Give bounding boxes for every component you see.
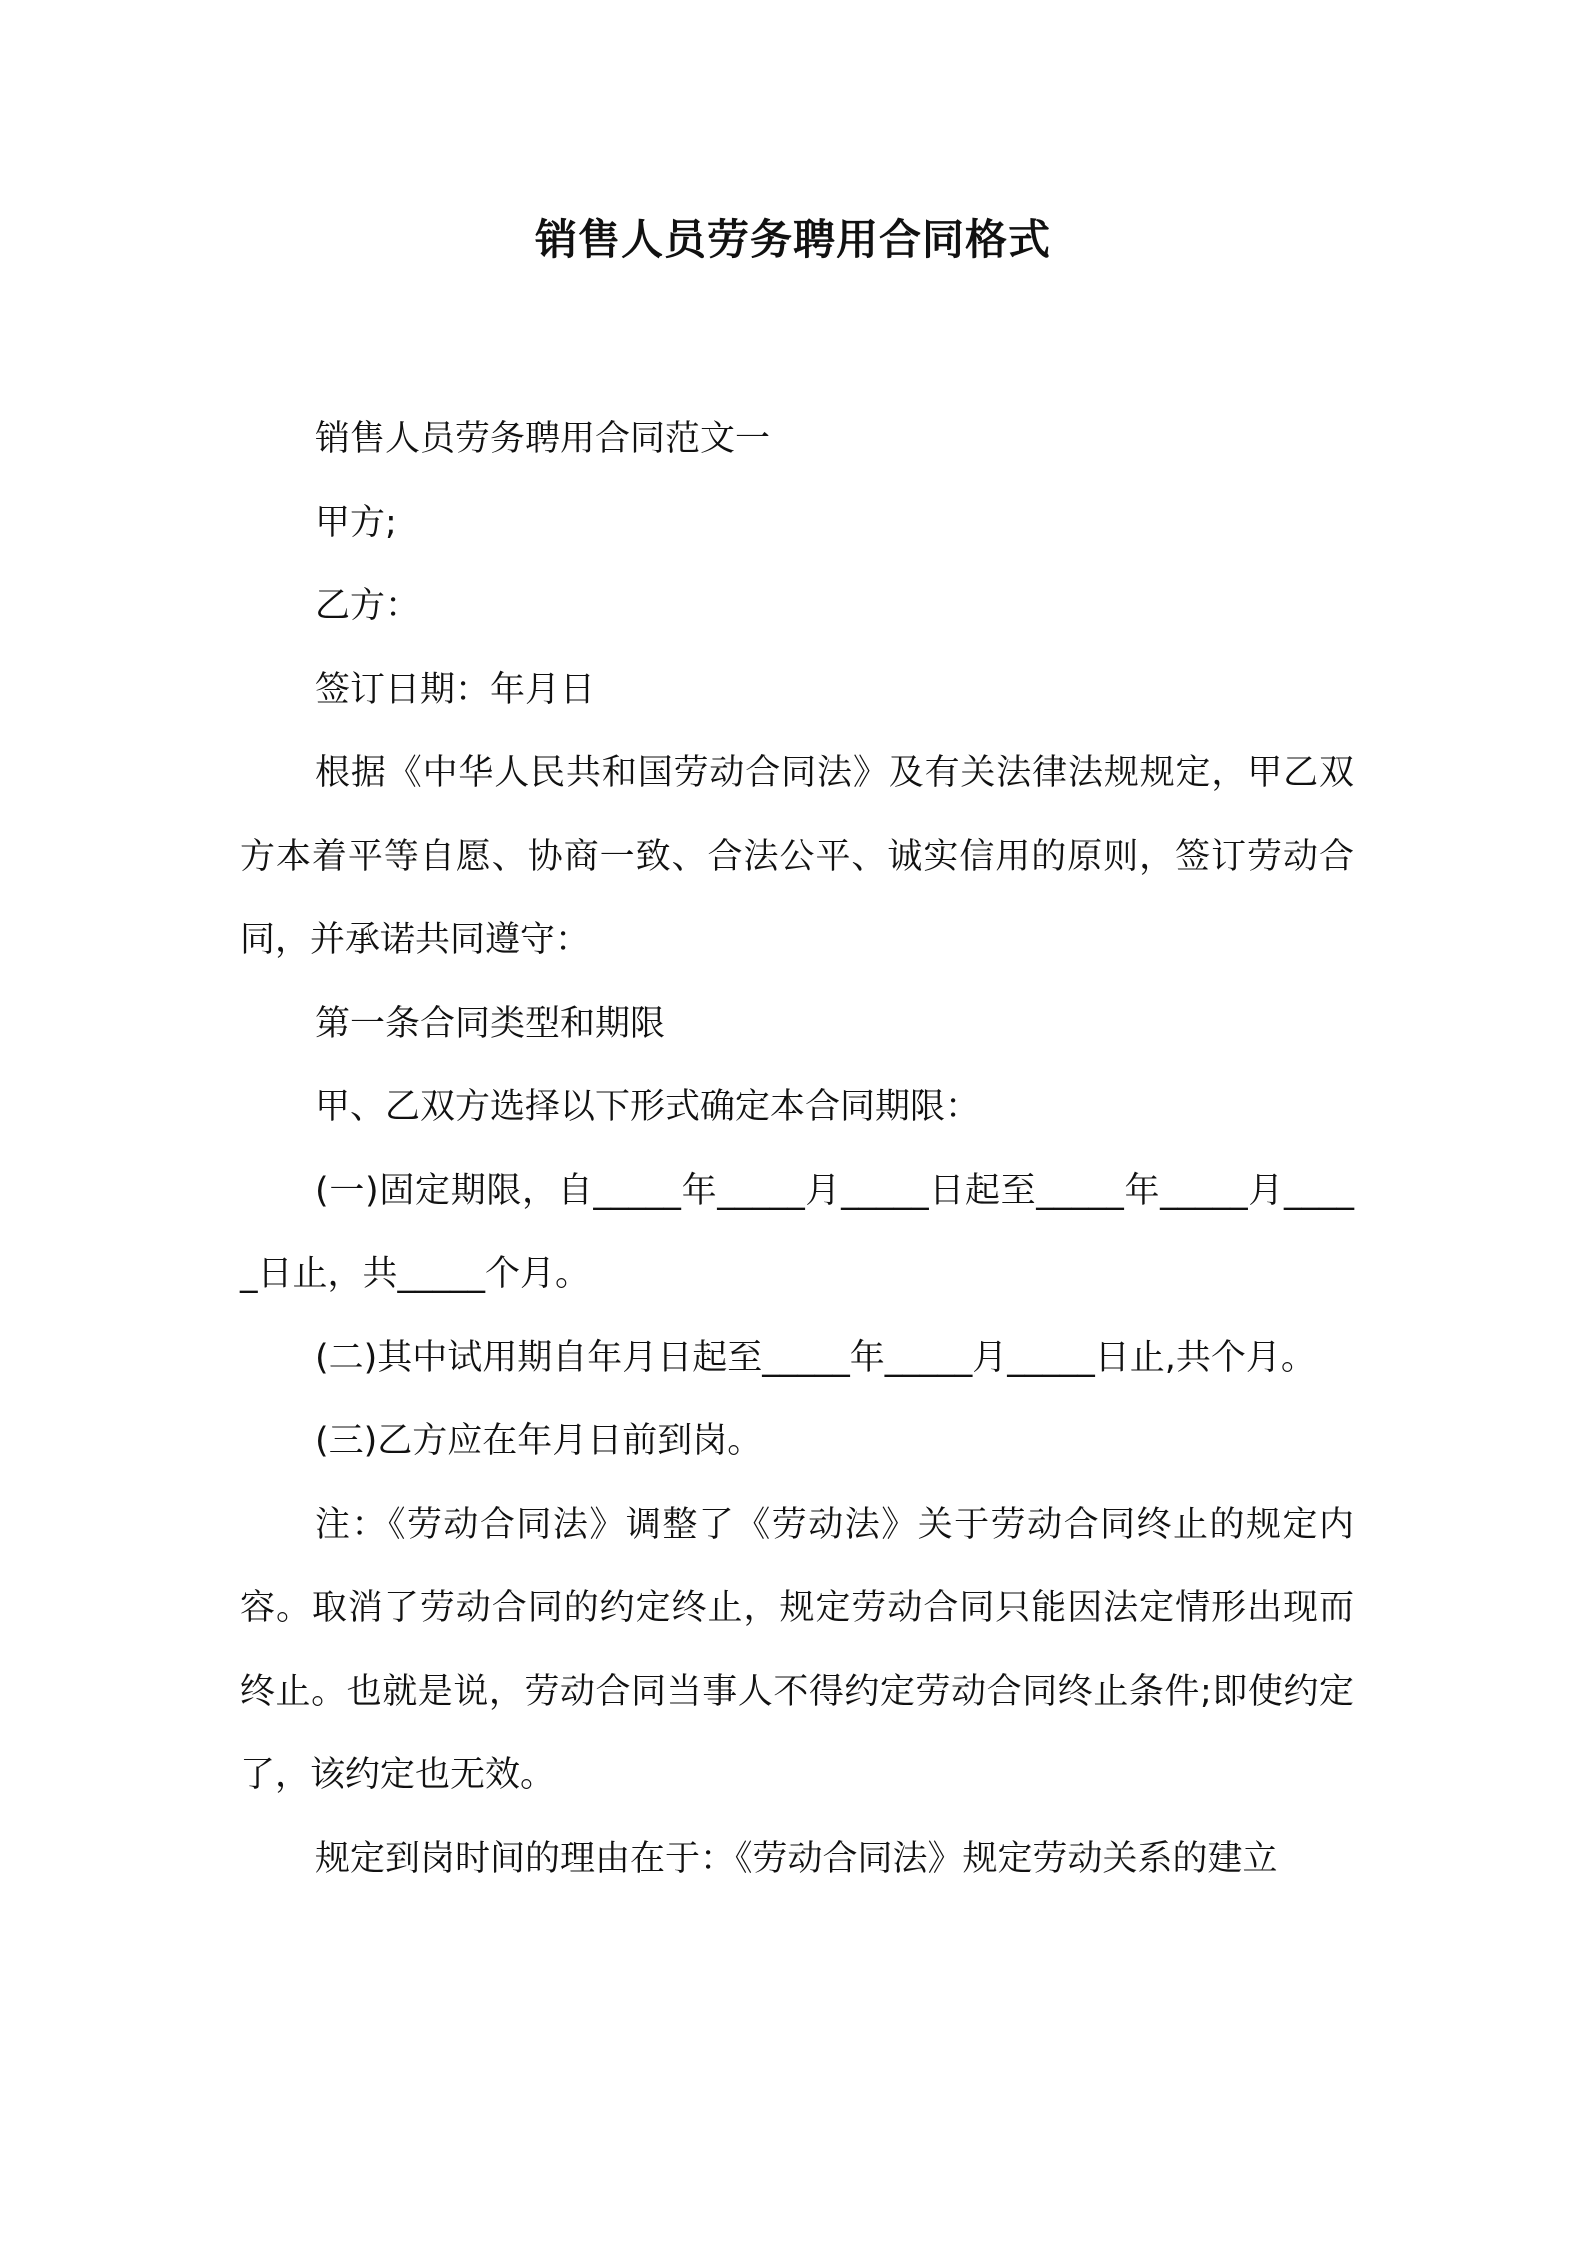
fixed-term-paragraph: (一)固定期限，自_____年_____月_____日起至_____年_____月_____日止，共_____个月。 (240, 1170, 1354, 1294)
party-a-line: 甲方; (315, 502, 397, 543)
term-selection-paragraph: 甲、乙双方选择以下形式确定本合同期限： (315, 1087, 981, 1127)
subtitle-paragraph: 销售人员劳务聘用合同范文一 (315, 419, 771, 459)
probation-paragraph: (二)其中试用期自年月日起至_____年_____月_____日止,共个月。 (315, 1337, 1316, 1378)
document-title: 销售人员劳务聘用合同格式 (534, 215, 1051, 264)
start-date-paragraph: (三)乙方应在年月日前到岗。 (315, 1421, 763, 1461)
reason-paragraph: 规定到岗时间的理由在于：《劳动合同法》规定劳动关系的建立 (315, 1838, 1278, 1879)
note-paragraph: 注：《劳动合同法》调整了《劳动法》关于劳动合同终止的规定内容。取消了劳动合同的约定终止，规定劳动合同只能因法定情形出现而终止。也就是说，劳动合同当事人不得约定劳动合同终止条件;即使约定了，该约定也无效。 (240, 1504, 1354, 1795)
document-body (240, 398, 1354, 1901)
party-b-line: 乙方： (315, 586, 421, 626)
signing-date-line: 签订日期：年月日 (315, 669, 596, 710)
preamble-paragraph: 根据《中华人民共和国劳动合同法》及有关法律法规规定，甲乙双方本着平等自愿、协商一致、合法公平、诚实信用的原则，签订劳动合同，并承诺共同遵守： (240, 753, 1354, 960)
article-one-heading: 第一条合同类型和期限 (315, 1003, 666, 1044)
